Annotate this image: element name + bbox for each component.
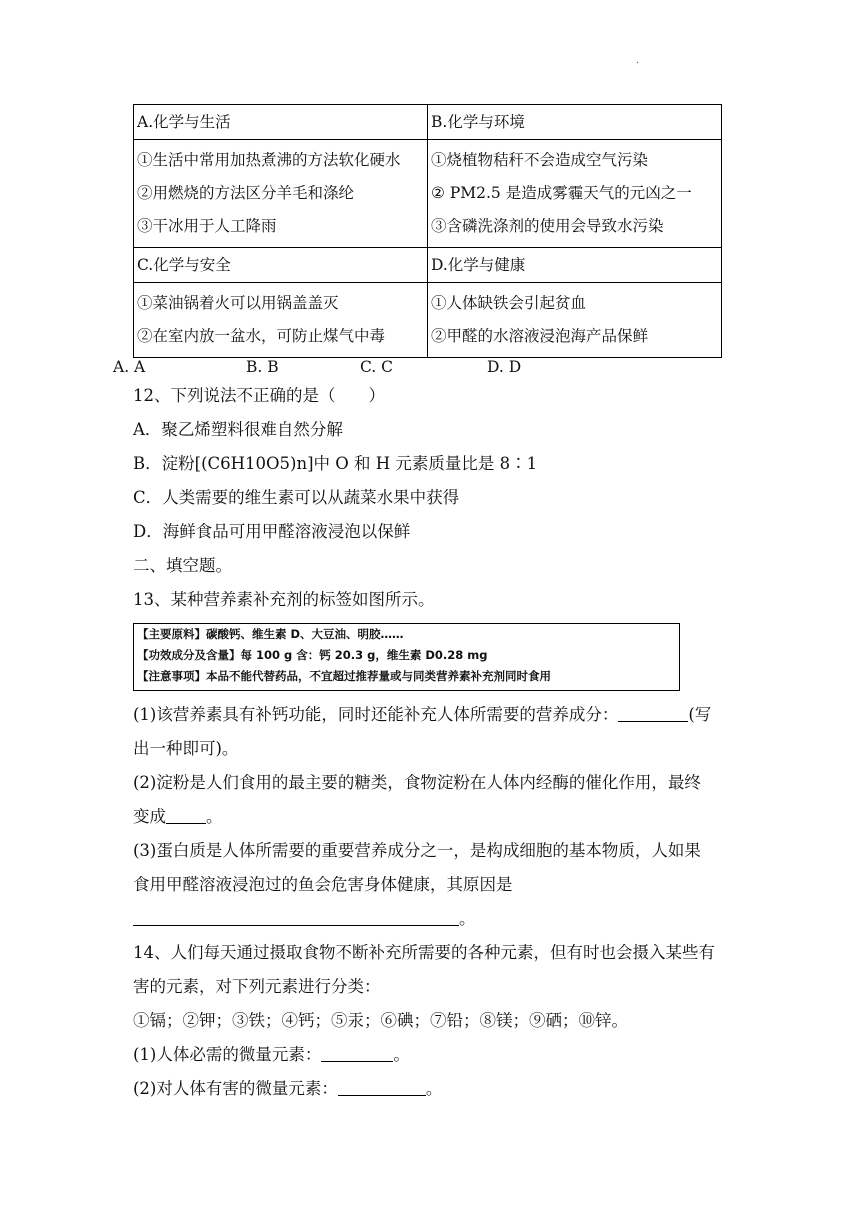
option-c-item: ①菜油锅着火可以用锅盖盖灭 bbox=[137, 294, 339, 312]
q13-part2-cont bbox=[133, 800, 743, 834]
option-a-body bbox=[134, 140, 428, 248]
option-d-title: D.化学与健康 bbox=[428, 248, 722, 283]
section-heading: 二、填空题。 bbox=[133, 556, 232, 575]
q11-choice-d: D. D bbox=[487, 358, 522, 376]
q14-part1-end: 。 bbox=[393, 1045, 410, 1064]
q13-part1-cont: 出一种即可)。 bbox=[133, 739, 239, 758]
q13-part2-text: 变成 bbox=[133, 807, 166, 826]
label-line: 【主要原料】碳酸钙、维生素 D、大豆油、明胶…… bbox=[137, 627, 404, 641]
supplement-label bbox=[133, 623, 680, 691]
option-a-title: A.化学与生活 bbox=[134, 105, 428, 140]
option-b-title: B.化学与环境 bbox=[428, 105, 722, 140]
q13-part3-end: 。 bbox=[459, 909, 476, 928]
option-a-item: ②用燃烧的方法区分羊毛和涤纶 bbox=[137, 184, 355, 202]
label-line: 【功效成分及含量】每 100 g 含：钙 20.3 g，维生素 D0.28 mg bbox=[137, 648, 488, 662]
answer-blank[interactable] bbox=[133, 909, 459, 927]
option-b-item: ② PM2.5 是造成雾霾天气的元凶之一 bbox=[431, 184, 692, 202]
q12-option-a: A．聚乙烯塑料很难自然分解 bbox=[133, 420, 343, 439]
option-a-item: ③干冰用于人工降雨 bbox=[137, 217, 277, 235]
q13-part2-end: 。 bbox=[206, 807, 223, 826]
option-d-item: ①人体缺铁会引起贫血 bbox=[431, 294, 587, 312]
option-b-body bbox=[428, 140, 722, 248]
q14-part2-end: 。 bbox=[425, 1079, 443, 1098]
option-c-title: C.化学与安全 bbox=[134, 248, 428, 283]
option-d-body bbox=[428, 283, 722, 358]
q14-part2-text: (2)对人体有害的微量元素： bbox=[133, 1079, 338, 1098]
q12-option-d: D．海鲜食品可用甲醛溶液浸泡以保鲜 bbox=[133, 522, 411, 541]
q13-part3-cont: 食用甲醛溶液浸泡过的鱼会危害身体健康，其原因是 bbox=[133, 875, 513, 894]
label-line: 【注意事项】本品不能代替药品，不宜超过推荐量或与同类营养素补充剂同时食用 bbox=[137, 669, 551, 683]
q14-stem-cont: 害的元素，对下列元素进行分类： bbox=[133, 977, 381, 996]
answer-blank[interactable] bbox=[321, 1045, 393, 1063]
page-mark: · bbox=[636, 58, 640, 69]
q14-part2 bbox=[133, 1072, 743, 1106]
q13-part1-text: (1)该营养素具有补钙功能，同时还能补充人体所需要的营养成分： bbox=[133, 705, 619, 724]
options-table bbox=[133, 104, 722, 358]
answer-blank[interactable] bbox=[618, 705, 688, 723]
q13-stem: 13、某种营养素补充剂的标签如图所示。 bbox=[133, 590, 435, 609]
q12-stem: 12、下列说法不正确的是（ ） bbox=[133, 386, 385, 405]
option-a-item: ①生活中常用加热煮沸的方法软化硬水 bbox=[137, 151, 401, 169]
q14-part1-text: (1)人体必需的微量元素： bbox=[133, 1045, 322, 1064]
option-c-body bbox=[134, 283, 428, 358]
option-d-item: ②甲醛的水溶液浸泡海产品保鲜 bbox=[431, 327, 649, 345]
q12-option-c: C．人类需要的维生素可以从蔬菜水果中获得 bbox=[133, 488, 460, 507]
option-c-item: ②在室内放一盆水，可防止煤气中毒 bbox=[137, 327, 386, 345]
q13-part1-tail: (写 bbox=[688, 705, 712, 724]
answer-blank[interactable] bbox=[338, 1079, 426, 1097]
q12-option-b: B．淀粉[(C6H10O5)n]中 O 和 H 元素质量比是 8∶1 bbox=[133, 454, 538, 473]
q13-part3-answer bbox=[133, 902, 743, 936]
q11-choice-a: A. A bbox=[113, 358, 146, 376]
q11-choice-c: C. C bbox=[360, 358, 394, 376]
q14-part1 bbox=[133, 1038, 743, 1072]
option-b-item: ③含磷洗涤剂的使用会导致水污染 bbox=[431, 217, 664, 235]
q11-choice-b: B. B bbox=[246, 358, 279, 376]
answer-blank[interactable] bbox=[166, 807, 206, 825]
option-b-item: ①烧植物秸秆不会造成空气污染 bbox=[431, 151, 649, 169]
q13-part2: (2)淀粉是人们食用的最主要的糖类，食物淀粉在人体内经酶的催化作用，最终 bbox=[133, 773, 701, 792]
q13-part3: (3)蛋白质是人体所需要的重要营养成分之一，是构成细胞的基本物质，人如果 bbox=[133, 841, 701, 860]
q13-part1 bbox=[133, 698, 743, 732]
q14-elements: ①镉；②钾；③铁；④钙；⑤汞；⑥碘；⑦铅；⑧镁；⑨硒；⑩锌。 bbox=[133, 1011, 628, 1030]
q14-stem: 14、人们每天通过摄取食物不断补充所需要的各种元素，但有时也会摄入某些有 bbox=[133, 943, 715, 962]
